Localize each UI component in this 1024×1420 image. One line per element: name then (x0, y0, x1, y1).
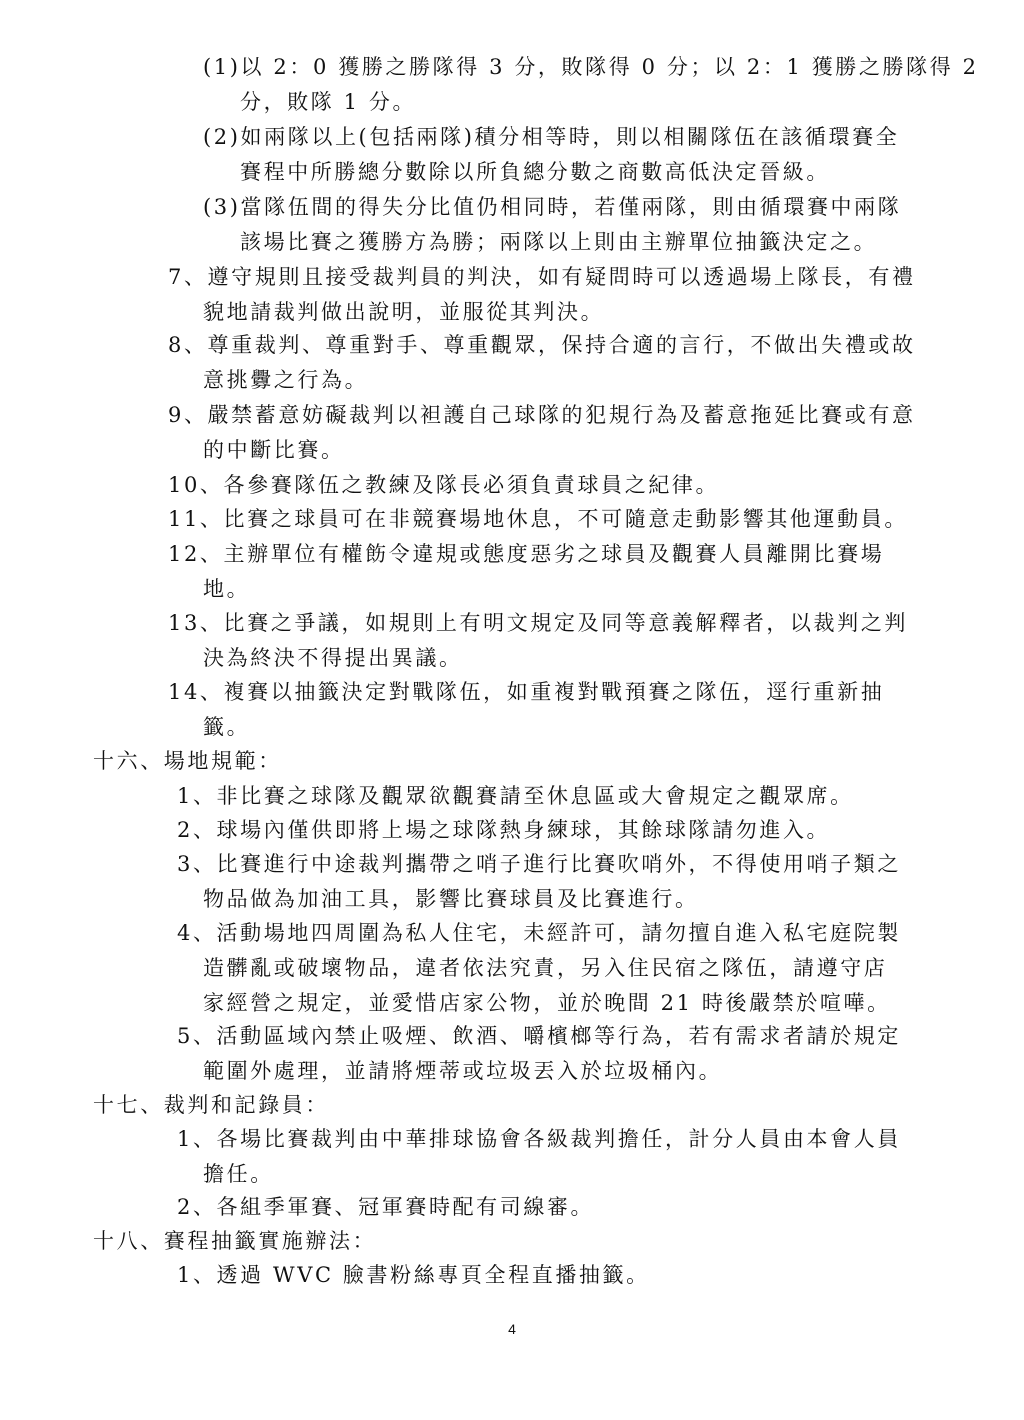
rule-item-11: 11、比賽之球員可在非競賽場地休息，不可隨意走動影響其他運動員。 (168, 507, 908, 531)
section-17-item-1-line-1: 1、各場比賽裁判由中華排球協會各級裁判擔任，計分人員由本會人員 (177, 1127, 901, 1151)
rule-sub-3-line-2: 該場比賽之獲勝方為勝；兩隊以上則由主辦單位抽籤決定之。 (240, 230, 878, 254)
rule-sub-2-line-2: 賽程中所勝總分數除以所負總分數之商數高低決定晉級。 (240, 160, 830, 184)
section-16-heading: 十六、場地規範： (93, 749, 282, 773)
rule-sub-2-line-1: (2)如兩隊以上(包括兩隊)積分相等時，則以相關隊伍在該循環賽全 (203, 125, 900, 149)
rule-item-9-line-2: 的中斷比賽。 (203, 438, 345, 462)
section-17-heading: 十七、裁判和記錄員： (93, 1093, 329, 1117)
rule-item-7-line-2: 貌地請裁判做出說明，並服從其判決。 (203, 300, 605, 324)
rule-item-14-line-2: 籤。 (203, 715, 251, 739)
rule-item-14-line-1: 14、複賽以抽籤決定對戰隊伍，如重複對戰預賽之隊伍，逕行重新抽 (168, 680, 885, 704)
rule-sub-1-line-2: 分，敗隊 1 分。 (240, 90, 417, 114)
section-16-item-5-line-2: 範圍外處理，並請將煙蒂或垃圾丟入於垃圾桶內。 (203, 1059, 723, 1083)
rule-item-13-line-2: 決為終決不得提出異議。 (203, 646, 463, 670)
rule-item-12-line-1: 12、主辦單位有權飭令違規或態度惡劣之球員及觀賽人員離開比賽場 (168, 542, 885, 566)
rule-sub-3-line-1: (3)當隊伍間的得失分比值仍相同時，若僅兩隊，則由循環賽中兩隊 (203, 195, 902, 219)
rule-item-7-line-1: 7、遵守規則且接受裁判員的判決，如有疑問時可以透過場上隊長，有禮 (168, 265, 916, 289)
section-16-item-1: 1、非比賽之球隊及觀眾欲觀賽請至休息區或大會規定之觀眾席。 (177, 784, 854, 808)
section-16-item-3-line-2: 物品做為加油工具，影響比賽球員及比賽進行。 (203, 887, 699, 911)
rule-item-8-line-2: 意挑釁之行為。 (203, 368, 369, 392)
page-number: 4 (508, 1321, 516, 1337)
section-16-item-5-line-1: 5、活動區域內禁止吸煙、飲酒、嚼檳榔等行為，若有需求者請於規定 (177, 1024, 901, 1048)
section-16-item-2: 2、球場內僅供即將上場之球隊熱身練球，其餘球隊請勿進入。 (177, 818, 831, 842)
section-18-heading: 十八、賽程抽籤實施辦法： (93, 1229, 377, 1253)
section-16-item-4-line-3: 家經營之規定，並愛惜店家公物，並於晚間 21 時後嚴禁於喧嘩。 (203, 991, 891, 1015)
section-16-item-3-line-1: 3、比賽進行中途裁判攜帶之哨子進行比賽吹哨外，不得使用哨子類之 (177, 852, 901, 876)
rule-item-12-line-2: 地。 (203, 577, 251, 601)
rule-item-13-line-1: 13、比賽之爭議，如規則上有明文規定及同等意義解釋者，以裁判之判 (168, 611, 908, 635)
rule-item-9-line-1: 9、嚴禁蓄意妨礙裁判以袒護自己球隊的犯規行為及蓄意拖延比賽或有意 (168, 403, 916, 427)
rule-sub-1-line-1: (1)以 2：0 獲勝之勝隊得 3 分，敗隊得 0 分；以 2：1 獲勝之勝隊得 2 (203, 55, 979, 79)
section-18-item-1: 1、透過 WVC 臉書粉絲專頁全程直播抽籤。 (177, 1263, 650, 1287)
section-16-item-4-line-1: 4、活動場地四周圍為私人住宅，未經許可，請勿擅自進入私宅庭院製 (177, 921, 901, 945)
section-17-item-2: 2、各組季軍賽、冠軍賽時配有司線審。 (177, 1195, 595, 1219)
rule-item-8-line-1: 8、尊重裁判、尊重對手、尊重觀眾，保持合適的言行，不做出失禮或故 (168, 333, 916, 357)
section-17-item-1-line-2: 擔任。 (203, 1162, 274, 1186)
section-16-item-4-line-2: 造髒亂或破壞物品，違者依法究責，另入住民宿之隊伍，請遵守店 (203, 956, 888, 980)
rule-item-10: 10、各參賽隊伍之教練及隊長必須負責球員之紀律。 (168, 473, 720, 497)
